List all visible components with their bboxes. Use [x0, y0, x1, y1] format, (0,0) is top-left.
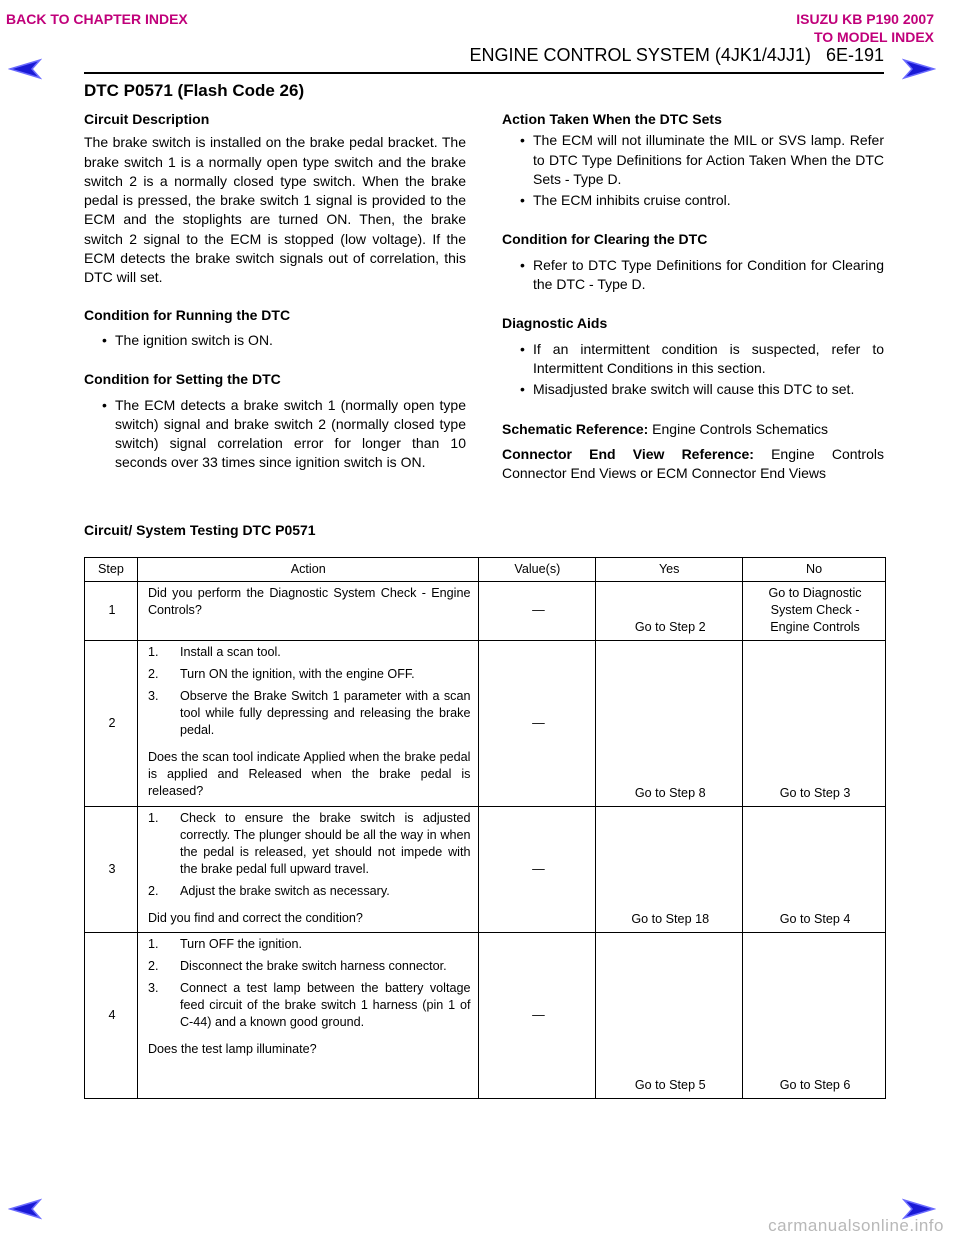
step-yes-link[interactable]: Go to Step 5 [596, 933, 743, 1099]
step-instructions [148, 644, 471, 739]
instruction-text: Adjust the brake switch as necessary. [179, 884, 390, 898]
step-no-link[interactable]: Go to Step 6 [743, 933, 886, 1099]
page-header-title: ENGINE CONTROL SYSTEM (4JK1/4JJ1) 6E-191 [469, 45, 884, 65]
watermark: carmanualsonline.info [768, 1216, 944, 1235]
instruction-text: Check to ensure the brake switch is adjusted correctly. The plunger should be all the way in when the pedal is released, yet should not impede with the brake pedal full upward travel. [179, 811, 471, 876]
table-row [85, 641, 886, 807]
step-action [137, 582, 479, 641]
list-item: 1. Turn OFF the ignition. [147, 937, 302, 951]
list-item: 1. Install a scan tool. [147, 645, 281, 659]
instruction-text: Install a scan tool. [179, 645, 281, 659]
instruction-text: Disconnect the brake switch harness connector. [179, 959, 447, 973]
step-number: 4 [85, 933, 138, 1099]
previous-page-arrow-bottom-icon[interactable] [8, 1198, 42, 1220]
list-item: • The ECM inhibits cruise control. [502, 191, 884, 210]
list-item: 2. Adjust the brake switch as necessary. [147, 884, 390, 898]
running-condition-heading: Condition for Running the DTC [84, 306, 291, 323]
step-question: Did you find and correct the condition? [147, 911, 363, 925]
setting-condition-heading: Condition for Setting the DTC [84, 371, 281, 388]
circuit-description-heading: Circuit Description [84, 111, 210, 127]
right-column [502, 110, 884, 483]
to-model-index-link[interactable]: TO MODEL INDEX [813, 29, 934, 45]
instruction-text: Turn ON the ignition, with the engine OFF. [179, 667, 415, 681]
connector-reference [502, 445, 884, 484]
instruction-text: Turn OFF the ignition. [179, 937, 302, 951]
table-row [85, 582, 886, 641]
circuit-description-text: The brake switch is installed on the brake pedal bracket. The brake switch 1 is a normally open type switch and the brake switch 2 is a normally closed type switch. When the brake pedal is pressed, the brake switch 1 signal is provided to the ECM and the stoplights are turned ON. Then, the brake switch 2 signal to the ECM is stopped (low voltage). If the ECM detects the brake switch signals out of correlation, this DTC will set. [84, 134, 466, 286]
step-value: — [479, 641, 596, 807]
action-taken-heading: Action Taken When the DTC Sets [502, 111, 722, 127]
step-question: Does the scan tool indicate Applied when the brake pedal is applied and Released when the brake pedal is released? [147, 750, 471, 798]
step-no-link[interactable]: Go to Diagnostic System Check - Engine Controls [743, 582, 886, 641]
setting-condition-list [84, 396, 466, 473]
clearing-condition-list [502, 256, 884, 295]
step-value: — [479, 807, 596, 933]
diagnostic-aids-heading: Diagnostic Aids [502, 315, 608, 332]
clearing-condition-heading: Condition for Clearing the DTC [502, 231, 708, 248]
step-action [137, 641, 479, 807]
step-yes-link[interactable]: Go to Step 8 [596, 641, 743, 807]
step-number: 2 [85, 641, 138, 807]
step-instructions [148, 810, 471, 900]
step-no-link[interactable]: Go to Step 4 [743, 807, 886, 933]
step-question: Does the test lamp illuminate? [147, 1042, 317, 1056]
schematic-reference [502, 420, 884, 439]
diagnostic-table [84, 557, 886, 1099]
connector-reference-label: Connector End View Reference: [502, 445, 754, 462]
schematic-reference-value[interactable]: Engine Controls Schematics [648, 420, 829, 437]
header-step: Step [85, 558, 138, 582]
list-item: • The ECM will not illuminate the MIL or SVS lamp. Refer to DTC Type Definitions for Action Taken When the DTC Sets - Type D. [502, 131, 884, 189]
list-item: 3. Connect a test lamp between the battery voltage feed circuit of the brake switch 1 harness (pin 1 of C-44) and a known good ground. [147, 981, 471, 1029]
action-taken-list [502, 131, 884, 210]
step-number: 3 [85, 807, 138, 933]
dtc-title: DTC P0571 (Flash Code 26) [84, 81, 305, 100]
step-question: Did you perform the Diagnostic System Check - Engine Controls? [147, 586, 471, 617]
schematic-reference-label: Schematic Reference: [502, 420, 649, 437]
list-item: 2. Disconnect the brake switch harness connector. [147, 959, 447, 973]
step-value: — [479, 933, 596, 1099]
step-action [137, 933, 479, 1099]
step-number: 1 [85, 582, 138, 641]
circuit-testing-title: Circuit/ System Testing DTC P0571 [84, 522, 316, 538]
header-no: No [743, 558, 886, 582]
table-row [85, 933, 886, 1099]
header-rule [84, 72, 884, 74]
table-row [85, 807, 886, 933]
step-no-link[interactable]: Go to Step 3 [743, 641, 886, 807]
step-yes-link[interactable]: Go to Step 2 [596, 582, 743, 641]
next-page-arrow-icon[interactable] [902, 58, 936, 80]
header-yes: Yes [596, 558, 743, 582]
list-item: 2. Turn ON the ignition, with the engine OFF. [147, 667, 415, 681]
table-header-row [85, 558, 886, 582]
list-item: 3. Observe the Brake Switch 1 parameter with a scan tool while fully depressing and releasing the brake pedal. [147, 689, 471, 737]
diagnostic-aids-list [502, 340, 884, 400]
instruction-text: Observe the Brake Switch 1 parameter with a scan tool while fully depressing and releasing the brake pedal. [179, 689, 471, 737]
brand-title: ISUZU KB P190 2007 [796, 11, 934, 27]
header-values: Value(s) [479, 558, 596, 582]
connector-reference-value[interactable]: Engine Controls Connector End Views or ECM Connector End Views [502, 445, 884, 482]
back-to-chapter-index-link[interactable]: BACK TO CHAPTER INDEX [6, 11, 188, 27]
step-yes-link[interactable]: Go to Step 18 [596, 807, 743, 933]
running-condition-list [84, 331, 466, 350]
list-item: 1. Check to ensure the brake switch is adjusted correctly. The plunger should be all the way in when the pedal is released, yet should not impede with the brake pedal full upward travel. [147, 811, 471, 876]
previous-page-arrow-icon[interactable] [8, 58, 42, 80]
list-item: • The ignition switch is ON. [84, 331, 466, 350]
list-item: • Misadjusted brake switch will cause this DTC to set. [502, 380, 884, 399]
list-item: • The ECM detects a brake switch 1 (normally open type switch) signal and brake switch 2 (normally closed type switch) signal correlation error for longer than 10 seconds over 33 times since ignition switch is ON. [84, 396, 466, 473]
step-action [137, 807, 479, 933]
left-column [84, 110, 466, 475]
step-value: — [479, 582, 596, 641]
step-instructions [148, 936, 471, 1031]
list-item: • If an intermittent condition is suspected, refer to Intermittent Conditions in this section. [502, 340, 884, 379]
instruction-text: Connect a test lamp between the battery voltage feed circuit of the brake switch 1 harness (pin 1 of C-44) and a known good ground. [179, 981, 471, 1029]
list-item: • Refer to DTC Type Definitions for Condition for Clearing the DTC - Type D. [502, 256, 884, 295]
header-action: Action [137, 558, 479, 582]
